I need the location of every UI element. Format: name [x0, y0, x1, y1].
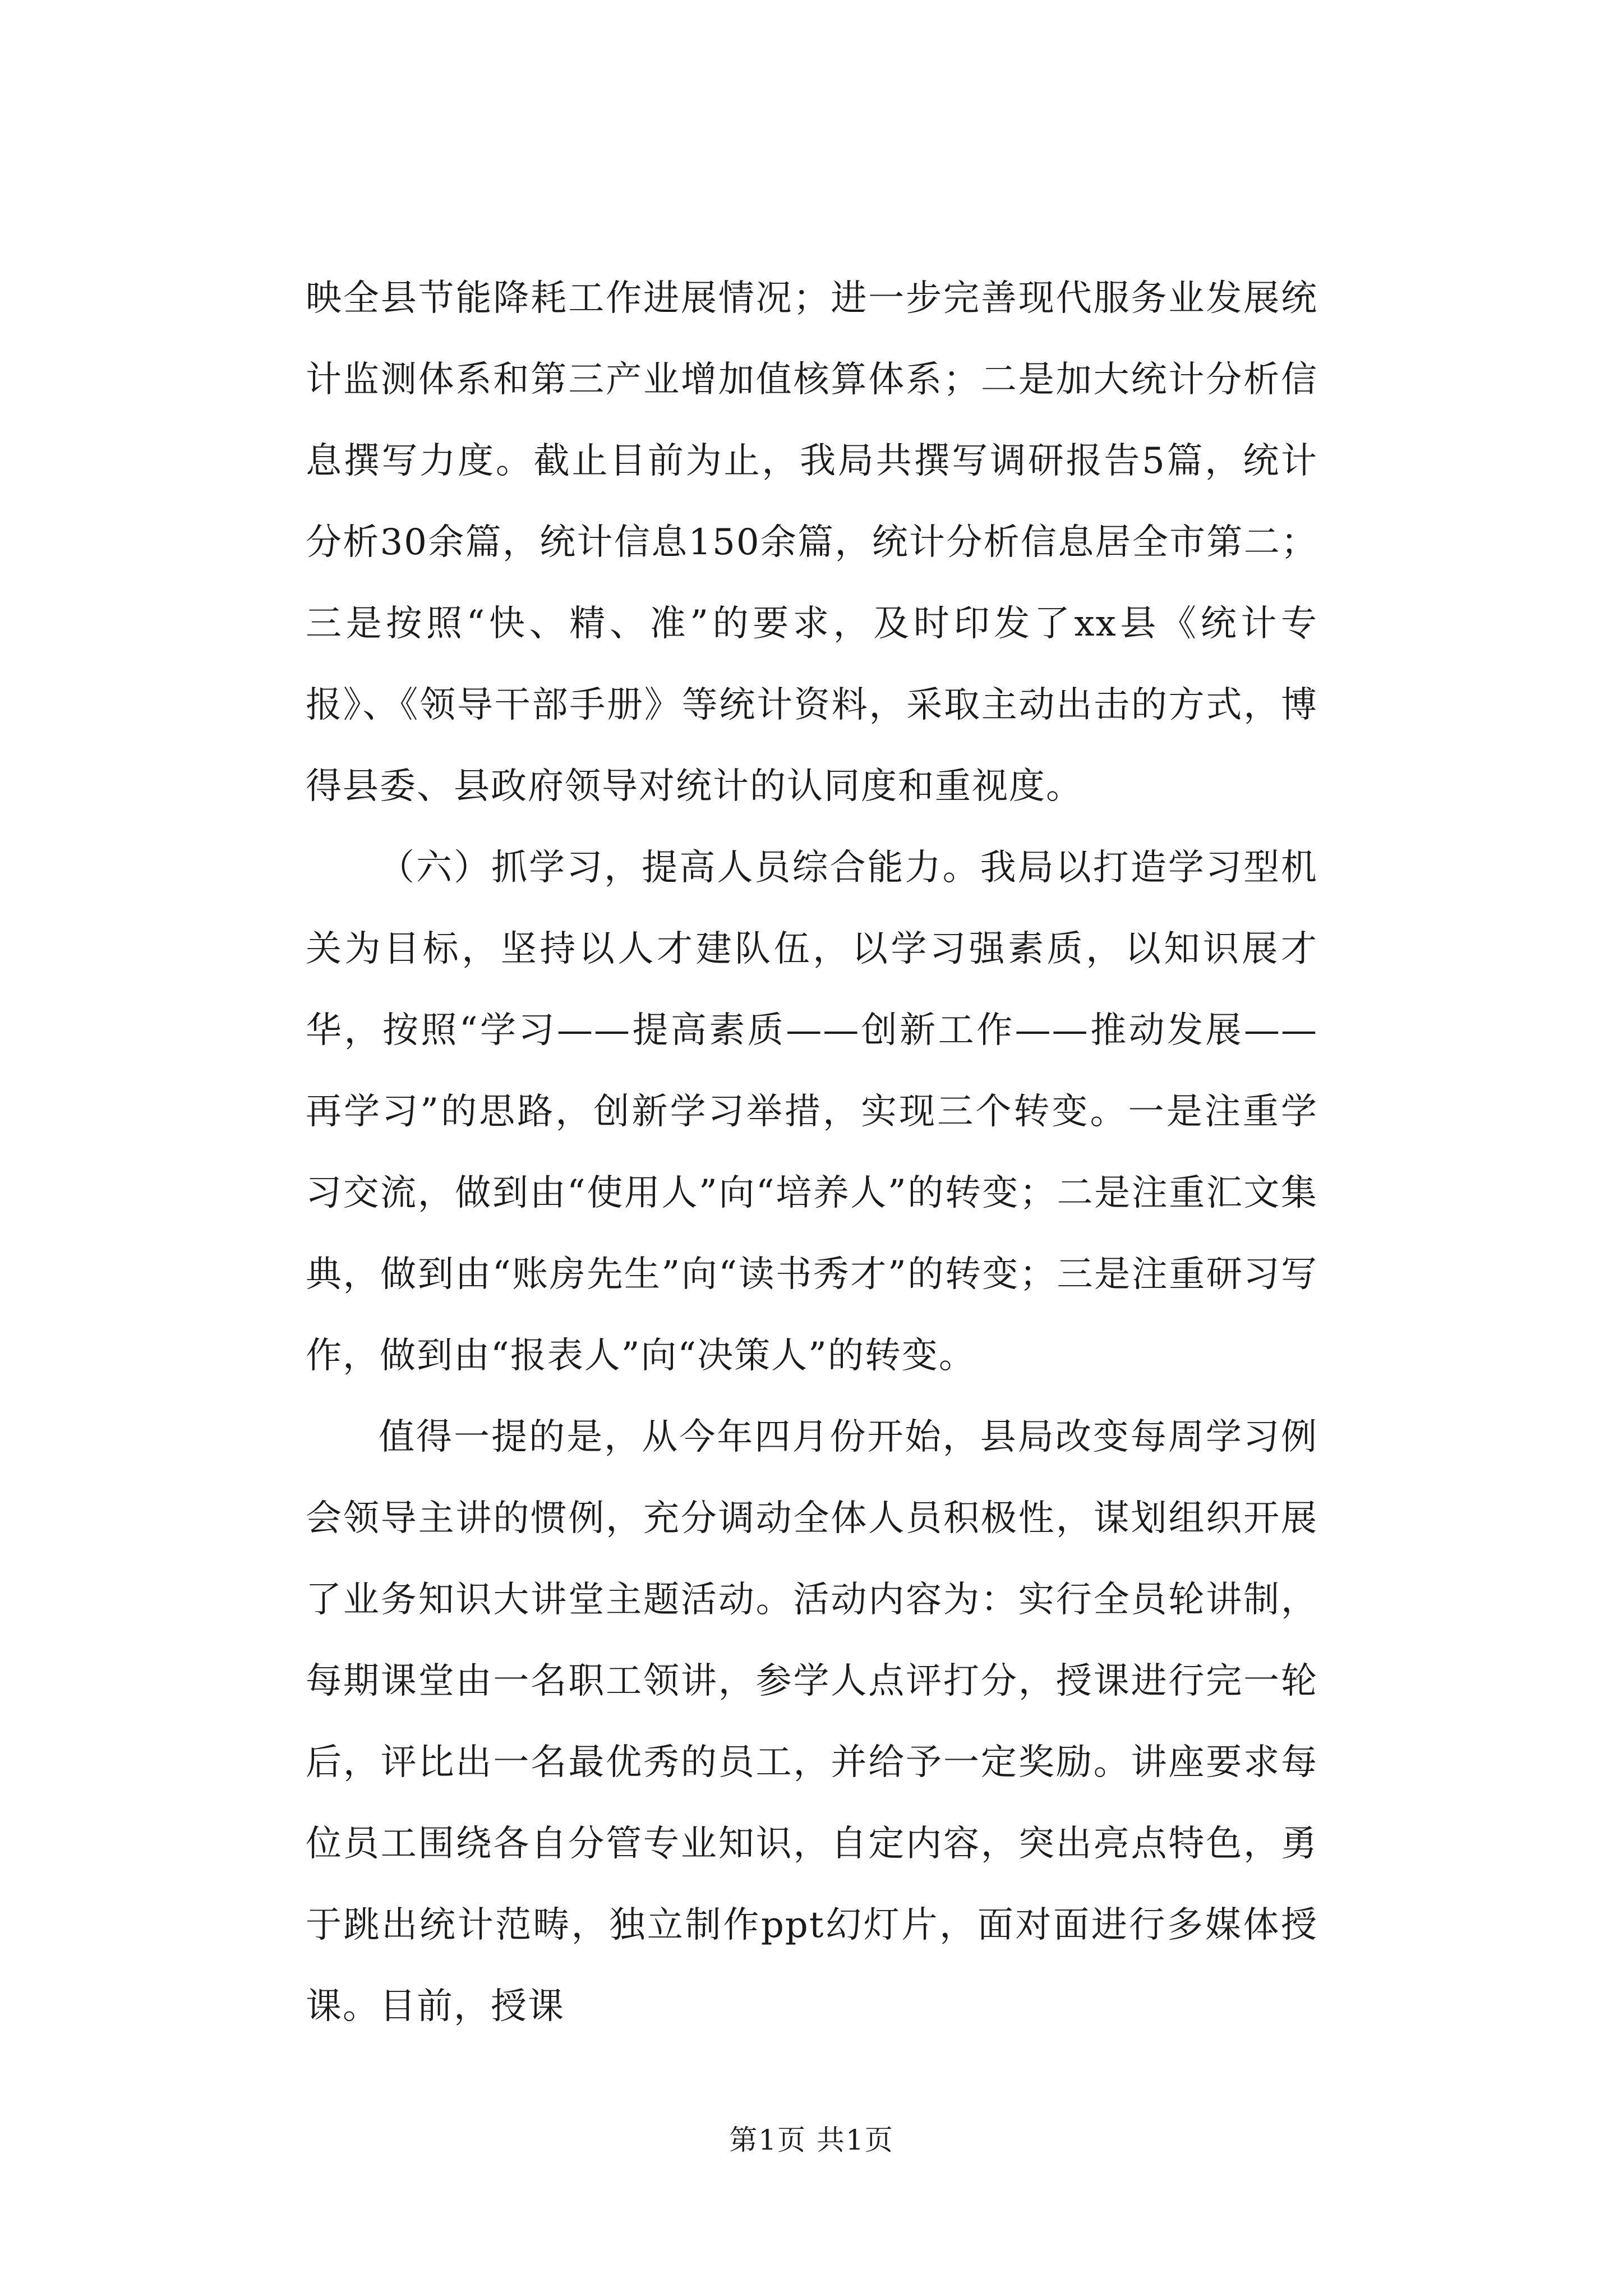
paragraph-2: （六）抓学习，提高人员综合能力。我局以打造学习型机关为目标，坚持以人才建队伍，以学习强素质，以知识展才华，按照“学习——提高素质——创新工作——推动发展——再学习”的思路，创新学习举措，实现三个转变。一是注重学习交流，做到由“使用人”向“培养人”的转变；二是注重汇文集典，做到由“账房先生”向“读书秀才”的转变；三是注重研习写作，做到由“报表人”向“决策人”的转变。: [306, 847, 1318, 1377]
paragraph-1: 映全县节能降耗工作进展情况；进一步完善现代服务业发展统计监测体系和第三产业增加值核算体系；二是加大统计分析信息撰写力度。截止目前为止，我局共撰写调研报告5篇，统计分析30余篇，统计信息150余篇，统计分析信息居全市第二；三是按照“快、精、准”的要求，及时印发了xx县《统计专报》、《领导干部手册》等统计资料，采取主动出击的方式，博得县委、县政府领导对统计的认同度和重视度。: [306, 278, 1318, 807]
document-body: [306, 258, 1318, 2047]
page-footer: 第1页 共1页: [729, 2124, 894, 2156]
paragraph-3: 值得一提的是，从今年四月份开始，县局改变每周学习例会领导主讲的惯例，充分调动全体人员积极性，谋划组织开展了业务知识大讲堂主题活动。活动内容为：实行全员轮讲制，每期课堂由一名职工领讲，参学人点评打分，授课进行完一轮后，评比出一名最优秀的员工，并给予一定奖励。讲座要求每位员工围绕各自分管专业知识，自定内容，突出亮点特色，勇于跳出统计范畴，独立制作ppt幻灯片，面对面进行多媒体授课。目前，授课: [306, 1416, 1318, 2027]
